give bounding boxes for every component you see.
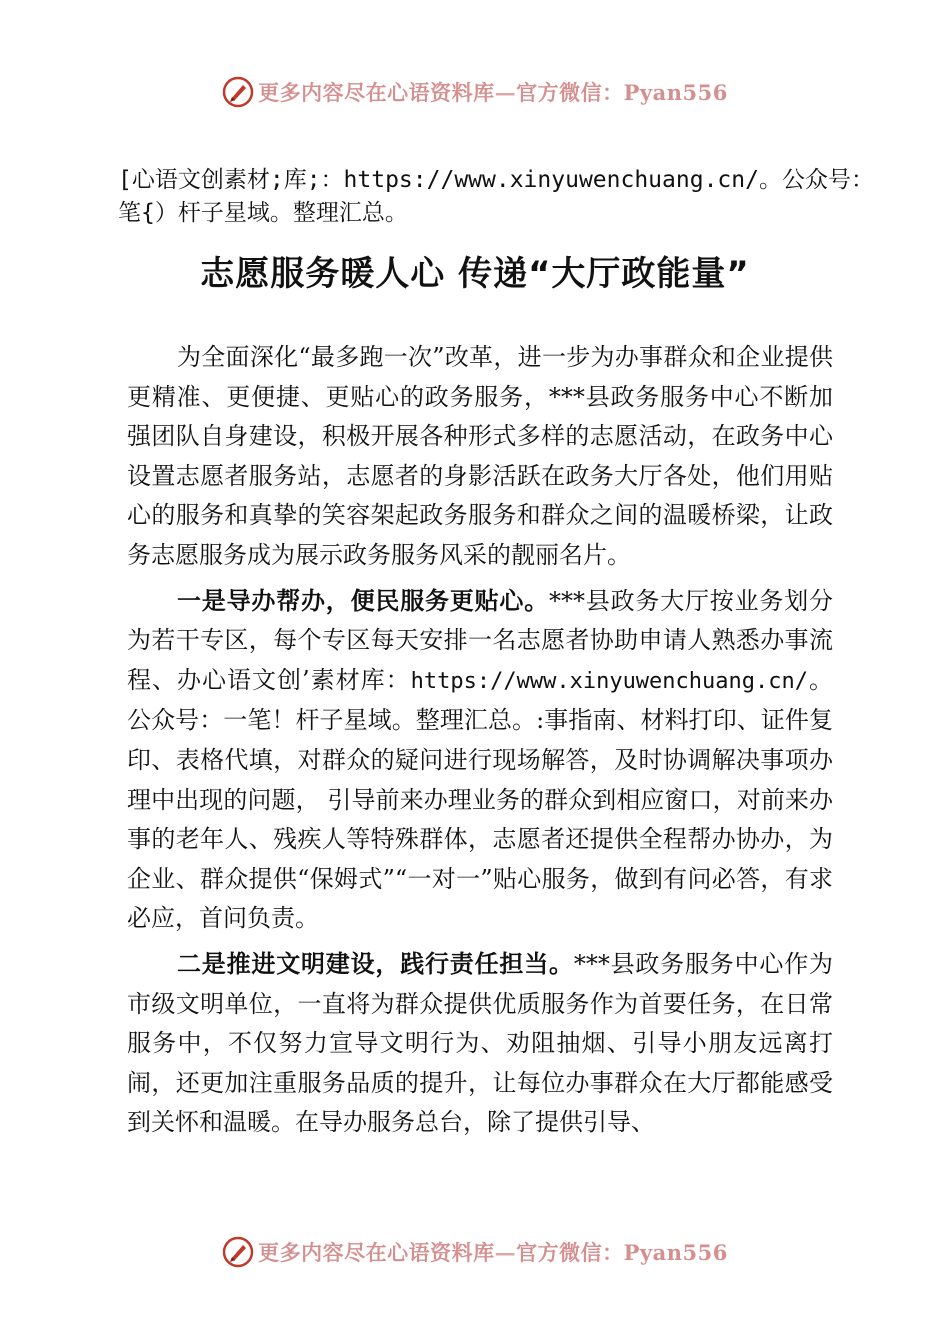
paragraph-lead: 二是推进文明建设，践行责任担当。 (177, 949, 574, 978)
pen-nib-logo-icon (222, 1236, 254, 1268)
source-note: [心语文创素材;库;：https://www.xinyuwenchuang.cn/。公众号： 笔{）杆子星域。整理汇总。 (118, 167, 874, 226)
banner-text: 更多内容尽在心语资料库—官方微信：Pyan556 (258, 1240, 728, 1265)
paragraph-intro: 为全面深化“最多跑一次”改革，进一步为办事群众和企业提供更精准、更便捷、更贴心的政务服务，***县政务服务中心不断加强团队自身建设，积极开展各种形式多样的志愿活动，在政务中心设置志愿者服务站，志愿者的身影活跃在政务大厅各处，他们用贴心的服务和真挚的笑容架起政务服务和群众之间的温暖桥梁，让政务志愿服务成为展示政务服务风采的靓丽名片。 (127, 343, 833, 569)
source-url: https://www.xinyuwenchuang.cn/ (410, 668, 808, 694)
article-body (127, 338, 833, 1149)
paragraph-lead: 一是导办帮办，便民服务更贴心。 (177, 586, 549, 615)
article-title: 志愿服务暖人心 传递“大厅政能量” (200, 254, 750, 294)
paragraph-civilization: 二是推进文明建设，践行责任担当。***县政务服务中心作为市级文明单位，一直将为群众提供优质服务作为首要任务，在日常服务中，不仅努力宣导文明行为、劝阻抽烟、引导小朋友远离打闹，还更加注重服务品质的提升，让每位办事群众在大厅都能感受到关怀和温暖。在导办服务总台，除了提供引导、 (127, 949, 834, 1137)
pen-nib-logo-icon (222, 76, 254, 108)
bottom-banner (0, 1232, 950, 1272)
paragraph-guidance: 一是导办帮办，便民服务更贴心。***县政务大厅按业务划分为若干专区，每个专区每天安排一名志愿者协助申请人熟悉办事流程、办心语文创’素材库：https://www.xinyuwenchuang.cn/。公众号：一笔！杆子星域。整理汇总。:事指南、材料打印、证件复印、表格代填，对群众的疑问进行现场解答，及时协调解决事项办理中出现的问题， 引导前来办理业务的群众到相应窗口，对前来办事的老年人、残疾人等特殊群体，志愿者还提供全程帮办协办，为企业、群众提供“保姆式”“一对一”贴心服务，做到有问必答，有求必应，首问负责。 (127, 586, 833, 933)
top-banner (0, 72, 950, 112)
banner-text: 更多内容尽在心语资料库—官方微信：Pyan556 (258, 80, 728, 105)
